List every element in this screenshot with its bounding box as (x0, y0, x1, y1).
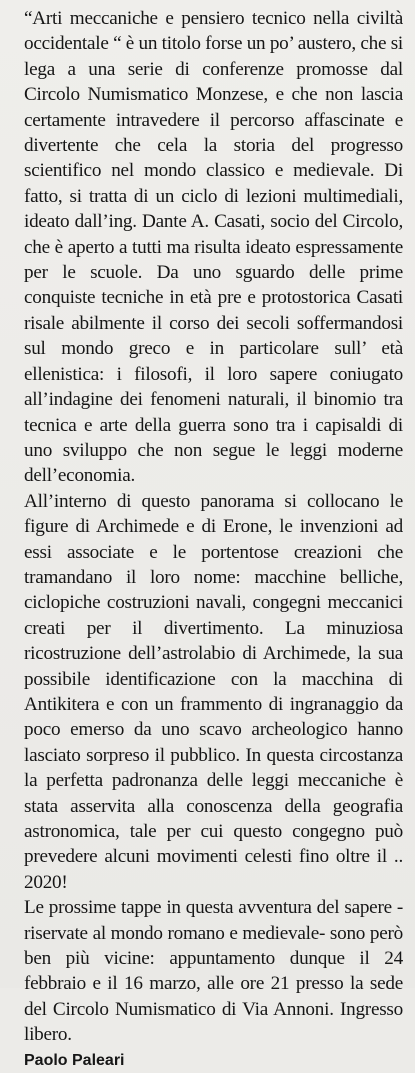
author-signature: Paolo Paleari (24, 1051, 125, 1069)
article-paragraph-3: Le prossime tappe in questa avventura del sapere -riservate al mondo romano e medievale- sono però ben più vicine: appuntamento dunque il 24 febbraio e il 16 marzo, alle ore 21 presso la sede del Circolo Numismatico di Via Annoni. Ingresso libero. (24, 897, 403, 1046)
article-paragraph-1: “Arti meccaniche e pensiero tecnico nella civiltà occidentale “ è un titolo forse un po’ austero, che si lega a una serie di conferenze promosse dal Circolo Numismatico Monzese, e che non lascia certamente intravedere il percorso affascinate e divertente che cela la storia del progresso scientifico nel mondo classico e medievale. Di fatto, si tratta di un ciclo di lezioni multimediali, ideato dall’ing. Dante A. Casati, socio del Circolo, che è aperto a tutti ma risulta ideato espressamente per le scuole. Da uno sguardo delle prime conquiste tecniche in età pre e protostorica Casati risale abilmente il corso dei secoli soffermandosi sul mondo greco e in particolare sull’ età ellenistica: i filosofi, il loro sapere coniugato all’indagine dei fenomeni naturali, il binomio tra tecnica e arte della guerra sono tra i capisaldi di uno sviluppo che non segue le leggi moderne dell’economia. (24, 8, 403, 487)
article-paragraph-2: All’interno di questo panorama si collocano le figure di Archimede e di Erone, le invenzioni ad essi associate e le portentose creazioni che tramandano il loro nome: macchine belliche, ciclopiche costruzioni navali, congegni meccanici creati per il divertimento. La minuziosa ricostruzione dell’astrolabio di Archimede, la sua possibile identificazione con la macchina di Antikitera e con un frammento di ingranaggio da poco emerso da uno scavo archeologico hanno lasciato sorpreso il pubblico. In questa circostanza la perfetta padronanza delle leggi meccaniche è stata asservita alla conoscenza della geografia astronomica, tale per cui questo congegno può prevedere alcuni movimenti celesti fino oltre il .. 2020! (24, 490, 403, 893)
